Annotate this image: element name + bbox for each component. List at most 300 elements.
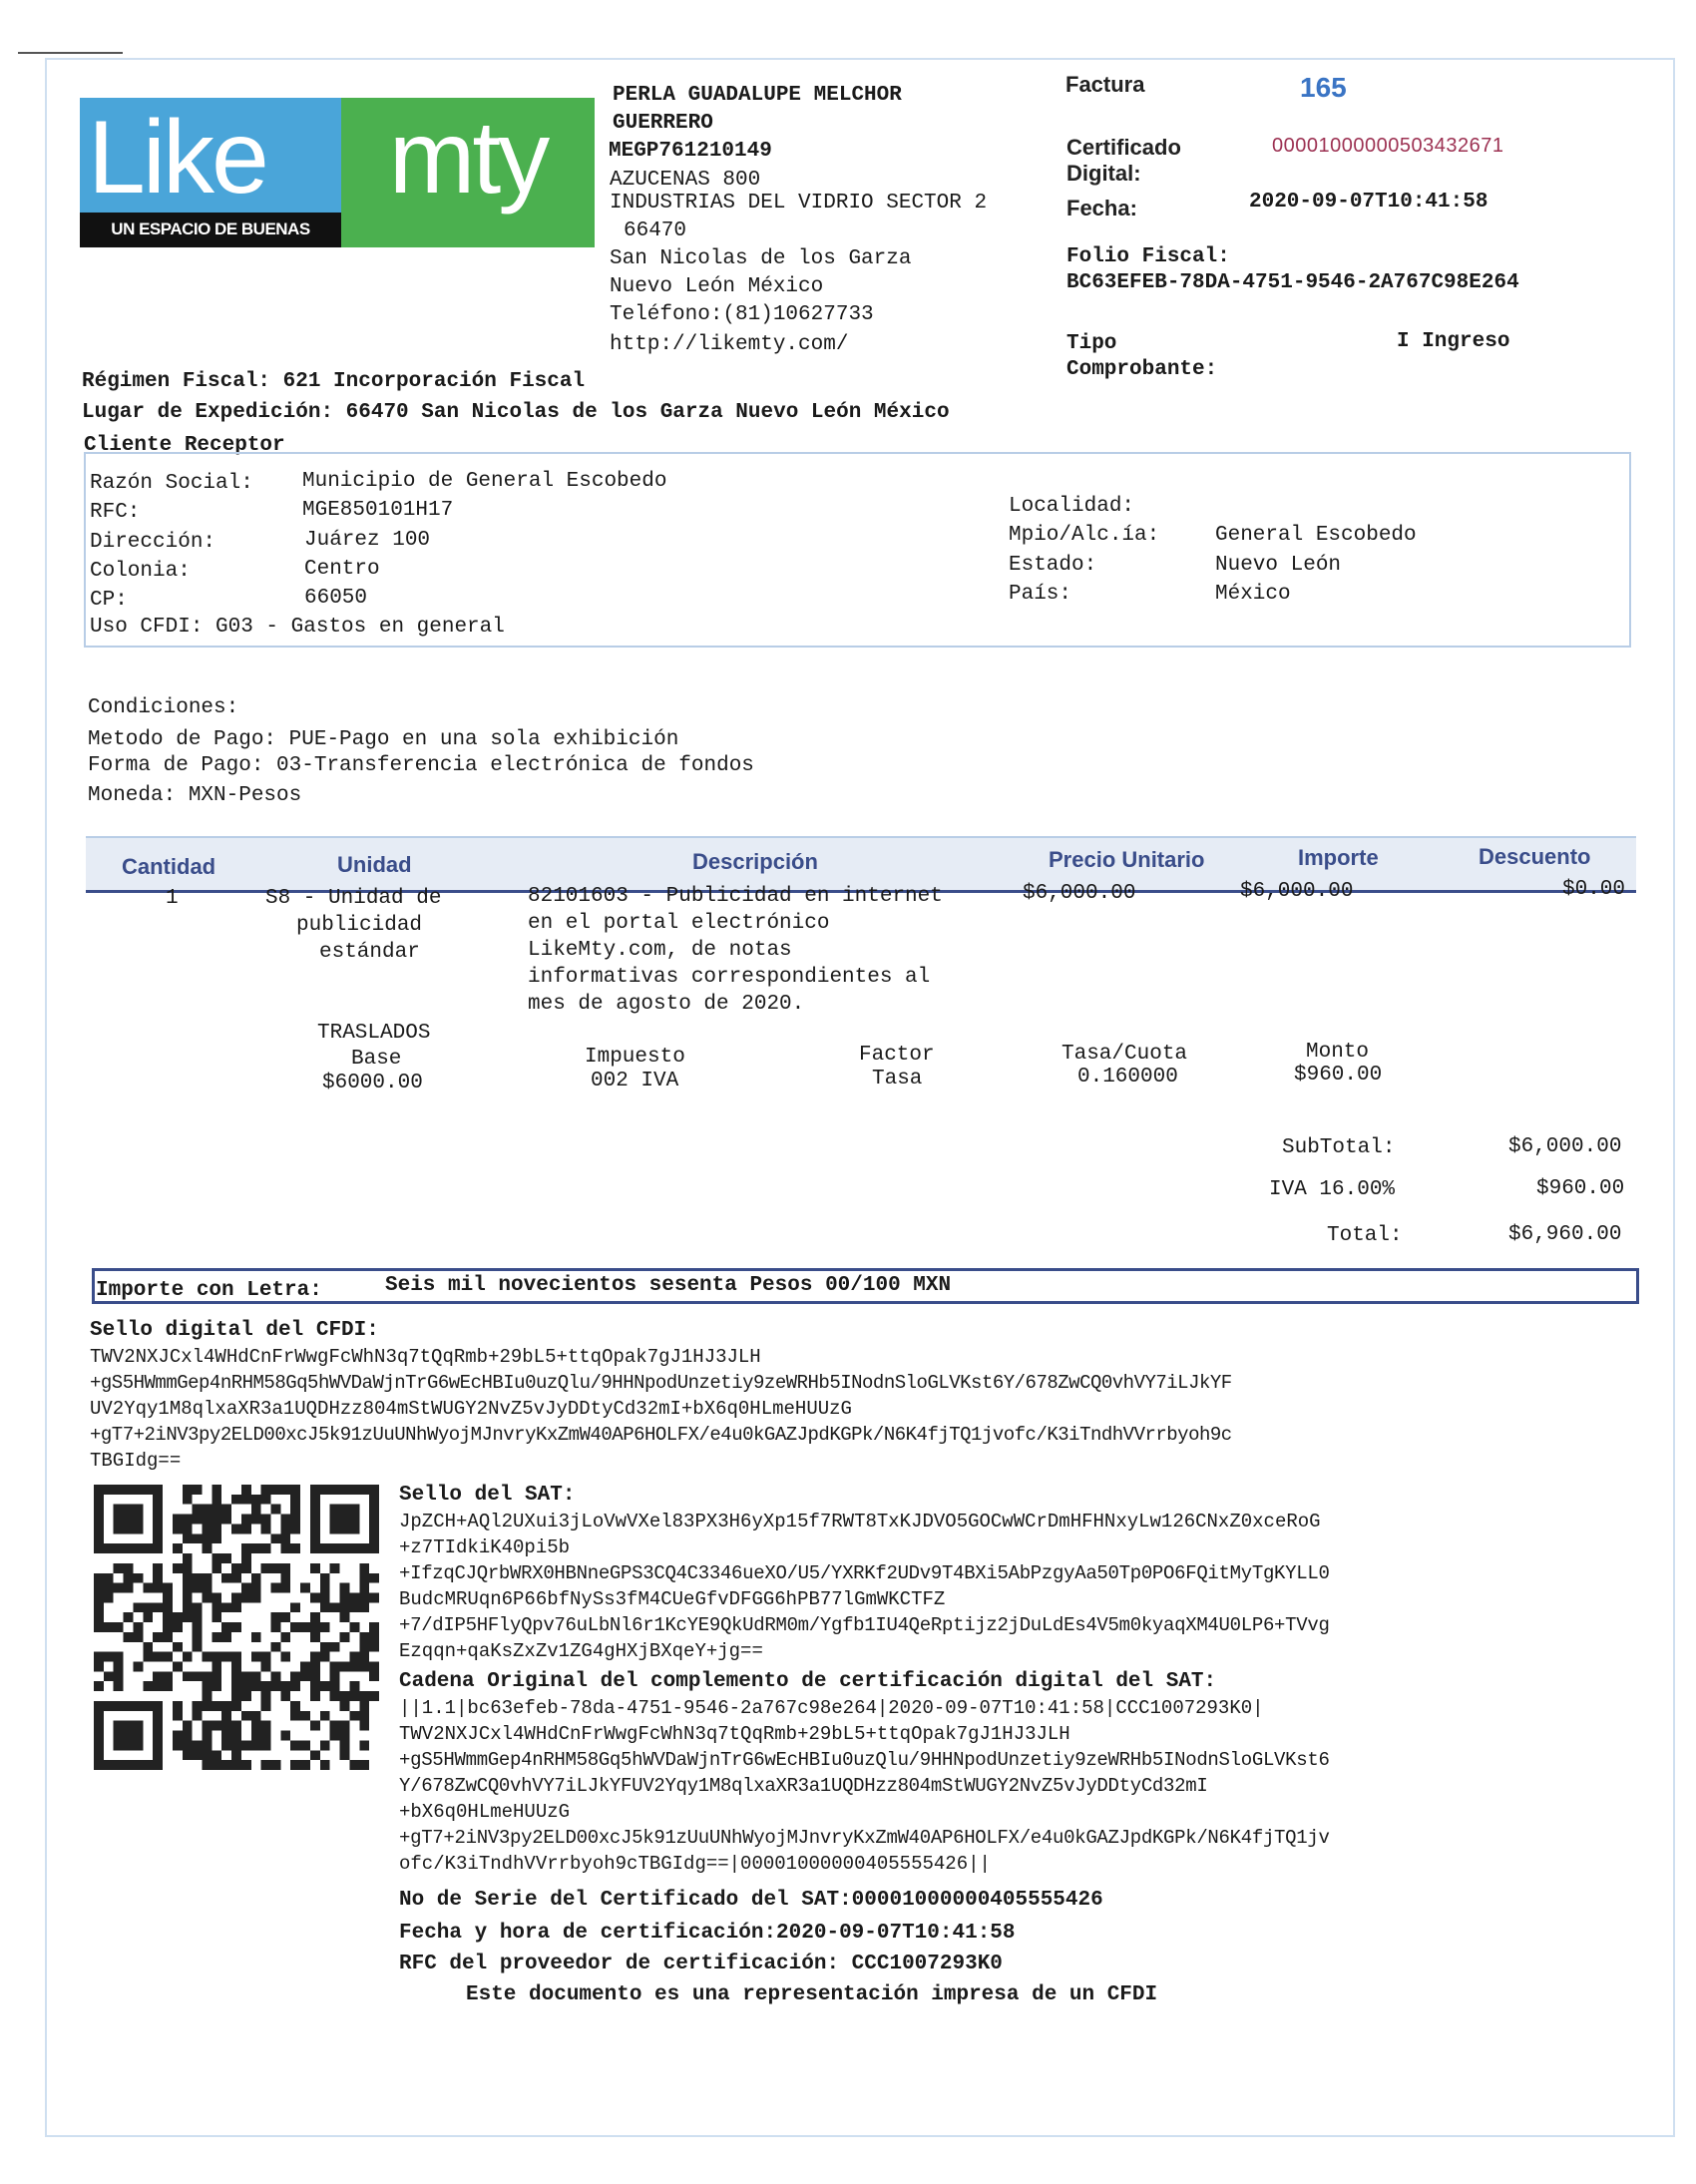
qr-module [173,1612,183,1622]
qr-module [221,1632,231,1642]
qr-module [221,1760,231,1770]
emisor-estado: Nuevo León México [610,275,824,298]
emisor-municipio: San Nicolas de los Garza [610,247,912,270]
qr-module [94,1524,104,1533]
qr-module [183,1583,193,1593]
qr-module [114,1701,124,1711]
qr-module [114,1543,124,1553]
qr-module [320,1740,330,1750]
qr-module [133,1543,143,1553]
qr-module [369,1691,379,1701]
qr-module [133,1602,143,1612]
qr-module [310,1533,320,1543]
qr-module [202,1524,212,1533]
qr-module [340,1485,350,1495]
item-unidad-1: S8 - Unidad de [265,887,442,910]
traslado-h-factor: Factor [859,1044,935,1067]
qr-module [193,1622,203,1632]
qr-module [261,1543,271,1553]
qr-module [114,1740,124,1750]
qr-module [114,1760,124,1770]
value-razon-social: Municipio de General Escobedo [302,470,667,493]
qr-module [94,1622,104,1632]
qr-module [290,1543,300,1553]
qr-module [153,1602,163,1612]
qr-module [369,1485,379,1495]
qr-module [310,1750,320,1760]
qr-module [340,1524,350,1533]
qr-module [231,1750,241,1760]
qr-module [251,1573,261,1583]
qr-module [193,1740,203,1750]
qr-module [330,1524,340,1533]
traslado-v-factor: Tasa [872,1068,923,1091]
qr-module [320,1543,330,1553]
qr-module [221,1701,231,1711]
qr-module [251,1652,261,1662]
qr-module [153,1533,163,1543]
qr-module [290,1485,300,1495]
qr-module [271,1622,281,1632]
qr-module [231,1731,241,1741]
value-estado: Nuevo León [1215,554,1342,577]
qr-module [133,1731,143,1741]
likemty-logo [80,98,595,270]
qr-module [271,1533,281,1543]
qr-module [241,1583,251,1593]
qr-module [359,1652,369,1662]
qr-module [124,1740,134,1750]
qr-module [221,1602,231,1612]
qr-module [231,1592,241,1602]
qr-module [290,1740,300,1750]
rfc-proveedor: RFC del proveedor de certificación: CCC1007293K0 [399,1953,1003,1975]
label-colonia: Colonia: [90,560,191,583]
qr-module [310,1485,320,1495]
qr-module [310,1524,320,1533]
qr-module [251,1543,261,1553]
qr-module [212,1671,221,1681]
qr-module [153,1711,163,1721]
qr-module [330,1731,340,1741]
qr-module [369,1662,379,1672]
qr-module [320,1652,330,1662]
qr-module [241,1515,251,1525]
qr-module [193,1612,203,1622]
cert-label-1: Certificado [1066,135,1181,160]
qr-module [153,1740,163,1750]
folio-value: BC63EFEB-78DA-4751-9546-2A767C98E264 [1066,271,1519,294]
qr-module [231,1652,241,1662]
qr-module [183,1485,193,1495]
qr-module [349,1592,359,1602]
qr-module [212,1553,221,1563]
qr-module [261,1662,271,1672]
qr-module [340,1632,350,1642]
qr-module [153,1495,163,1505]
qr-module [300,1760,310,1770]
th-unidad: Unidad [337,852,412,877]
qr-module [290,1760,300,1770]
qr-module [221,1622,231,1632]
qr-module [124,1583,134,1593]
qr-module [261,1731,271,1741]
qr-module [369,1671,379,1681]
qr-module [133,1485,143,1495]
qr-module [94,1533,104,1543]
traslado-h-base: Base [351,1048,402,1071]
qr-module [349,1711,359,1721]
value-pais: México [1215,583,1291,606]
tipo-label-2: Comprobante: [1066,358,1218,381]
qr-module [271,1760,281,1770]
qr-module [193,1533,203,1543]
qr-module [330,1505,340,1515]
qr-module [124,1701,134,1711]
qr-module [94,1485,104,1495]
sello-sat-line-4: BudcMRUqn6P66bfNySs3fM4CUeGfvDFGG6hPB77lGmWKCTFZ [399,1588,946,1610]
qr-module [104,1671,114,1681]
qr-module [133,1632,143,1642]
qr-module [340,1662,350,1672]
th-importe: Importe [1298,845,1379,870]
sello-sat-line-6: Ezqqn+qaKsZxZv1ZG4gHXjBXqeY+jg== [399,1640,763,1662]
item-descuento: $0.00 [1562,878,1626,901]
qr-module [163,1632,173,1642]
qr-module [349,1662,359,1672]
qr-module [202,1750,212,1760]
qr-module [133,1524,143,1533]
qr-module [290,1622,300,1632]
qr-module [114,1652,124,1662]
qr-module [153,1760,163,1770]
qr-module [212,1652,221,1662]
qr-module [231,1671,241,1681]
qr-module [261,1485,271,1495]
qr-module [359,1602,369,1612]
qr-module [193,1602,203,1612]
qr-module [320,1642,330,1652]
qr-module [369,1632,379,1642]
qr-module [114,1563,124,1573]
qr-module [340,1592,350,1602]
qr-module [124,1485,134,1495]
qr-module [183,1612,193,1622]
qr-module [231,1760,241,1770]
qr-module [124,1632,134,1642]
qr-module [183,1652,193,1662]
qr-module [202,1592,212,1602]
qr-module [330,1602,340,1612]
qr-module [193,1632,203,1642]
sello-cfdi-line-1: TWV2NXJCxl4WHdCnFrWwgFcWhN3q7tQqRmb+29bL5+ttqOpak7gJ1HJ3JLH [90,1346,761,1368]
th-cantidad: Cantidad [122,854,216,879]
qr-module [212,1612,221,1622]
qr-module [241,1691,251,1701]
qr-module [104,1760,114,1770]
qr-module [340,1612,350,1622]
qr-module [193,1701,203,1711]
qr-module [94,1731,104,1741]
qr-module [94,1760,104,1770]
traslado-v-impuesto: 002 IVA [591,1070,679,1092]
qr-module [202,1515,212,1525]
qr-module [290,1671,300,1681]
qr-module [183,1573,193,1583]
qr-module [300,1711,310,1721]
qr-module [349,1652,359,1662]
emisor-url[interactable]: http://likemty.com/ [610,333,849,356]
subtotal-label: SubTotal: [1282,1136,1396,1159]
item-precio: $6,000.00 [1023,882,1136,905]
qr-module [261,1760,271,1770]
qr-module [241,1524,251,1533]
qr-module [163,1671,173,1681]
qr-module [193,1711,203,1721]
fecha-certificacion: Fecha y hora de certificación:2020-09-07T10:41:58 [399,1922,1016,1945]
fecha-label: Fecha: [1066,196,1137,220]
qr-module [153,1671,163,1681]
qr-module [193,1573,203,1583]
qr-module [369,1543,379,1553]
qr-module [241,1485,251,1495]
qr-module [241,1553,251,1563]
condiciones-title: Condiciones: [88,696,239,719]
qr-module [320,1592,330,1602]
item-desc-3: LikeMty.com, de notas [528,939,792,962]
item-desc-2: en el portal electrónico [528,912,830,935]
qr-module [163,1583,173,1593]
label-rfc: RFC: [90,501,141,524]
traslado-h-tasa: Tasa/Cuota [1061,1043,1188,1066]
emisor-nombre-2: GUERRERO [613,112,713,135]
qr-module [359,1632,369,1642]
qr-module [310,1691,320,1701]
qr-module [202,1573,212,1583]
qr-module [143,1602,153,1612]
tipo-value: I Ingreso [1397,330,1510,353]
qr-module [202,1760,212,1770]
label-estado: Estado: [1009,554,1097,577]
qr-module [369,1592,379,1602]
qr-module [310,1632,320,1642]
qr-module [94,1681,104,1691]
qr-module [114,1731,124,1741]
qr-module [124,1524,134,1533]
qr-module [251,1583,261,1593]
subtotal-value: $6,000.00 [1508,1135,1622,1158]
traslado-h-monto: Monto [1306,1041,1370,1064]
qr-module [104,1543,114,1553]
qr-module [280,1563,290,1573]
qr-module [143,1543,153,1553]
qr-module [330,1543,340,1553]
item-desc-4: informativas correspondientes al [528,966,931,989]
qr-module [212,1632,221,1642]
qr-module [183,1553,193,1563]
qr-module [202,1671,212,1681]
metodo-pago: Metodo de Pago: PUE-Pago en una sola exhibición [88,728,679,751]
qr-module [183,1515,193,1525]
qr-module [124,1612,134,1622]
qr-module [340,1740,350,1750]
qr-module [133,1662,143,1672]
qr-module [173,1524,183,1533]
qr-module [212,1721,221,1731]
qr-module [330,1563,340,1573]
qr-module [221,1731,231,1741]
qr-module [173,1731,183,1741]
qr-module [94,1583,104,1593]
qr-module [202,1533,212,1543]
qr-module [310,1505,320,1515]
qr-module [261,1495,271,1505]
qr-module [114,1721,124,1731]
qr-module [359,1543,369,1553]
qr-module [114,1622,124,1632]
qr-module [173,1642,183,1652]
qr-module [94,1740,104,1750]
qr-module [241,1543,251,1553]
qr-module [94,1721,104,1731]
qr-module [94,1573,104,1583]
qr-module [320,1711,330,1721]
qr-module [183,1671,193,1681]
qr-module [369,1515,379,1525]
qr-module [133,1515,143,1525]
tipo-label-1: Tipo [1066,332,1117,355]
qr-module [94,1711,104,1721]
qr-module [153,1485,163,1495]
qr-module [104,1573,114,1583]
qr-module [221,1515,231,1525]
qr-module [271,1485,281,1495]
qr-module [163,1681,173,1691]
item-desc-5: mes de agosto de 2020. [528,993,805,1016]
qr-module [143,1701,153,1711]
qr-module [104,1701,114,1711]
qr-module [124,1543,134,1553]
qr-module [133,1740,143,1750]
cadena-line-7: ofc/K3iTndhVVrrbyoh9cTBGIdg==|00001000000405555426|| [399,1853,991,1875]
qr-module [340,1750,350,1760]
qr-module [143,1612,153,1622]
qr-module [280,1632,290,1642]
qr-module [143,1681,153,1691]
qr-module [251,1632,261,1642]
qr-module [153,1632,163,1642]
qr-module [163,1612,173,1622]
qr-module [183,1533,193,1543]
qr-module [193,1642,203,1652]
qr-module [280,1524,290,1533]
qr-module [310,1681,320,1691]
sello-cfdi-line-4: +gT7+2iNV3py2ELD00xcJ5k91zUuUNhWyojMJnvryKxZmW40AP6HOLFX/e4u0kGAZJpdKGPk/N6K4fjTQ1jvofc/K3iTndhVVrrbyoh9c [90,1424,1232,1446]
th-descuento: Descuento [1479,844,1591,869]
qr-module [251,1731,261,1741]
qr-module [133,1721,143,1731]
qr-module [241,1563,251,1573]
qr-module [261,1691,271,1701]
qr-module [241,1681,251,1691]
qr-module [173,1740,183,1750]
qr-module [310,1622,320,1632]
qr-module [231,1573,241,1583]
iva-value: $960.00 [1536,1177,1625,1200]
qr-module [241,1671,251,1681]
sello-sat-line-2: +z7TIdkiK40pi5b [399,1536,571,1558]
qr-module [330,1485,340,1495]
qr-module [153,1652,163,1662]
value-municipio: General Escobedo [1215,524,1417,547]
qr-module [280,1583,290,1593]
qr-module [251,1515,261,1525]
qr-module [251,1721,261,1731]
qr-module [212,1495,221,1505]
qr-module [369,1495,379,1505]
qr-module [280,1515,290,1525]
qr-module [359,1485,369,1495]
qr-module [340,1701,350,1711]
uso-cfdi: Uso CFDI: G03 - Gastos en general [90,616,505,639]
qr-module [330,1642,340,1652]
qr-module [202,1721,212,1731]
qr-module [300,1662,310,1672]
cert-label-2: Digital: [1066,161,1141,186]
qr-module [133,1701,143,1711]
cadena-line-1: ||1.1|bc63efeb-78da-4751-9546-2a767c98e264|2020-09-07T10:41:58|CCC1007293K0| [399,1697,1264,1719]
sello-cfdi-line-5: TBGIdg== [90,1450,182,1472]
qr-module [153,1563,163,1573]
qr-module [183,1750,193,1760]
qr-module [359,1642,369,1652]
qr-module [241,1711,251,1721]
qr-module [124,1515,134,1525]
qr-module [241,1740,251,1750]
qr-module [193,1515,203,1525]
qr-module [114,1515,124,1525]
qr-module [124,1505,134,1515]
qr-module [261,1652,271,1662]
qr-module [349,1622,359,1632]
qr-module [349,1485,359,1495]
qr-module [202,1740,212,1750]
value-colonia: Centro [304,558,380,581]
qr-module [261,1740,271,1750]
qr-module [153,1731,163,1741]
qr-module [320,1573,330,1583]
qr-module [280,1543,290,1553]
qr-module [114,1505,124,1515]
qr-module [193,1485,203,1495]
qr-module [369,1533,379,1543]
qr-module [94,1750,104,1760]
qr-module [231,1524,241,1533]
qr-module [349,1515,359,1525]
qr-module [340,1543,350,1553]
forma-pago: Forma de Pago: 03-Transferencia electrónica de fondos [88,754,754,777]
label-razon-social: Razón Social: [90,472,253,495]
qr-module [251,1592,261,1602]
logo-tagline: UN ESPACIO DE BUENAS NOTICIAS [111,219,310,270]
qr-module [290,1711,300,1721]
qr-module [231,1622,241,1632]
qr-module [359,1740,369,1750]
qr-module [221,1721,231,1731]
qr-module [183,1592,193,1602]
folio-label: Folio Fiscal: [1066,245,1230,268]
serie-certificado: No de Serie del Certificado del SAT:00001000000405555426 [399,1889,1103,1912]
